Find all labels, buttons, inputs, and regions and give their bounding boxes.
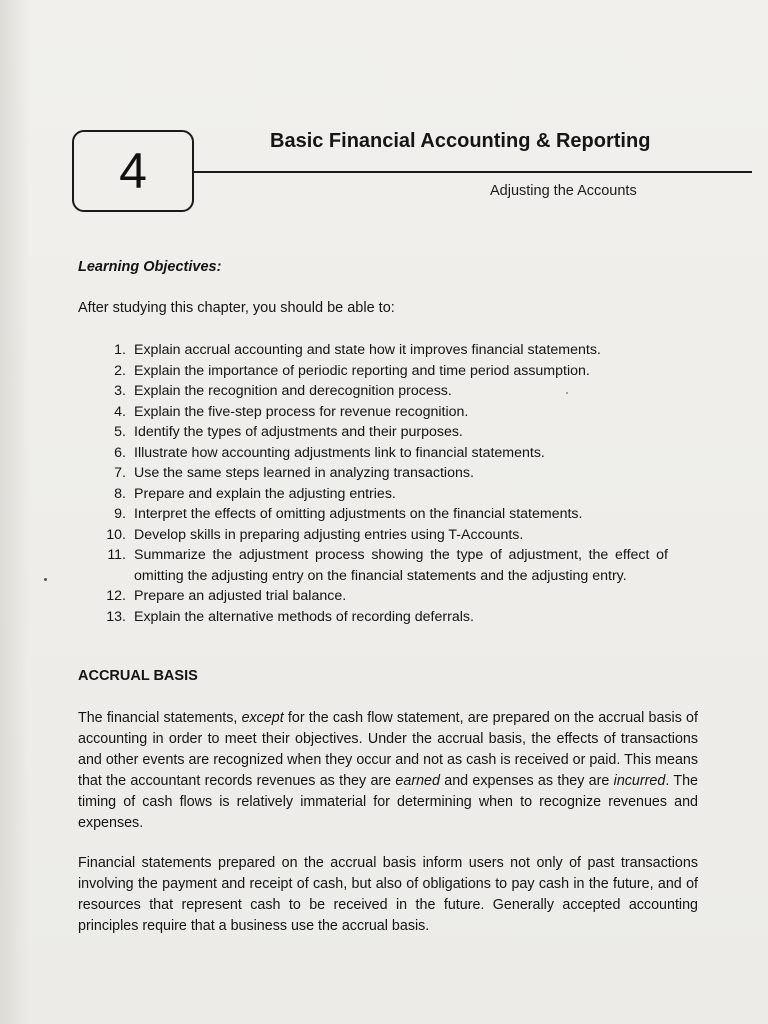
paragraph-text: The financial statements, xyxy=(78,710,242,726)
objective-number: 2. xyxy=(114,362,126,379)
book-title: Basic Financial Accounting & Reporting xyxy=(270,130,651,152)
objective-text: Explain the alternative methods of recording deferrals. xyxy=(134,608,474,625)
objective-item xyxy=(96,525,668,546)
objective-number: 8. xyxy=(114,485,126,502)
objective-item xyxy=(96,586,668,607)
emphasis-incurred: incurred xyxy=(613,773,666,789)
objective-text: Prepare an adjusted trial balance. xyxy=(134,588,347,604)
objective-number: 13. xyxy=(106,608,126,625)
scan-speck xyxy=(44,578,47,581)
paragraph-text: . The timing of cash flows is relatively immaterial for determining when to recognize revenues and expenses. xyxy=(78,773,698,831)
chapter-number-box xyxy=(72,130,194,212)
objective-item xyxy=(96,422,668,443)
objective-number: 4. xyxy=(114,403,126,420)
emphasis-earned: earned xyxy=(395,773,440,789)
accrual-basis-paragraph-1 xyxy=(78,708,698,834)
objective-number: 5. xyxy=(114,424,126,440)
objective-text: Summarize the adjustment process showing the type of adjustment, the effect of omitting the adjusting entry on the financial statements and the adjusting entry. xyxy=(134,547,668,584)
emphasis-except: except xyxy=(241,710,284,726)
objective-number: 9. xyxy=(114,506,126,522)
paragraph-text: and expenses as they are xyxy=(439,773,614,789)
objective-number: 3. xyxy=(114,383,126,399)
objective-text: Identify the types of adjustments and their purposes. xyxy=(134,424,463,440)
objective-item xyxy=(96,484,668,505)
page-edge-shadow xyxy=(0,0,30,1024)
objective-item xyxy=(96,381,668,402)
objective-item xyxy=(96,463,668,484)
accrual-basis-paragraph-2: Financial statements prepared on the accrual basis inform users not only of past transactions involving the payment and receipt of cash, but also of obligations to pay cash in the future, and of resources that represent cash to be received in the future. Generally accepted accounting principles require that a business use the accrual basis. xyxy=(78,855,698,934)
objective-item xyxy=(96,504,668,525)
objective-item xyxy=(96,340,668,361)
objective-text: Explain the recognition and derecognition process. xyxy=(134,383,452,399)
objective-text: Develop skills in preparing adjusting entries using T-Accounts. xyxy=(134,526,524,543)
objective-item xyxy=(96,361,668,382)
objective-item xyxy=(96,545,668,586)
objective-number: 11. xyxy=(107,547,126,563)
objective-text: Prepare and explain the adjusting entries. xyxy=(134,485,396,502)
objective-text: Use the same steps learned in analyzing transactions. xyxy=(134,465,474,481)
objective-item xyxy=(96,607,668,628)
learning-objectives-heading: Learning Objectives: xyxy=(78,259,222,275)
learning-objectives-list xyxy=(96,340,668,627)
paragraph-text: for the cash flow statement, are prepared on the accrual basis of accounting in order to meet their objectives. Under the accrual basis, the effects of transactions and other events are recognized when they occur and not as cash is received or paid. This means that the accountant records revenues as they are xyxy=(78,710,698,789)
objective-number: 12. xyxy=(106,588,126,604)
objective-number: 7. xyxy=(114,465,126,481)
objective-text: Explain the five-step process for revenue recognition. xyxy=(134,403,469,420)
accrual-basis-heading: ACCRUAL BASIS xyxy=(78,668,198,684)
objective-number: 6. xyxy=(114,444,126,461)
objective-text: Illustrate how accounting adjustments link to financial statements. xyxy=(134,444,545,461)
scan-speck xyxy=(566,392,568,394)
header-rule xyxy=(194,171,752,173)
chapter-number: 4 xyxy=(119,143,147,199)
objective-text: Interpret the effects of omitting adjustments on the financial statements. xyxy=(134,506,583,522)
objective-number: 1. xyxy=(114,342,126,358)
objective-item xyxy=(96,402,668,423)
objective-number: 10. xyxy=(106,526,126,543)
learning-objectives-intro: After studying this chapter, you should be able to: xyxy=(78,300,395,316)
objective-text: Explain accrual accounting and state how it improves financial statements. xyxy=(134,342,601,358)
objective-text: Explain the importance of periodic reporting and time period assumption. xyxy=(134,362,590,379)
chapter-title: Adjusting the Accounts xyxy=(490,183,637,199)
objective-item xyxy=(96,443,668,464)
